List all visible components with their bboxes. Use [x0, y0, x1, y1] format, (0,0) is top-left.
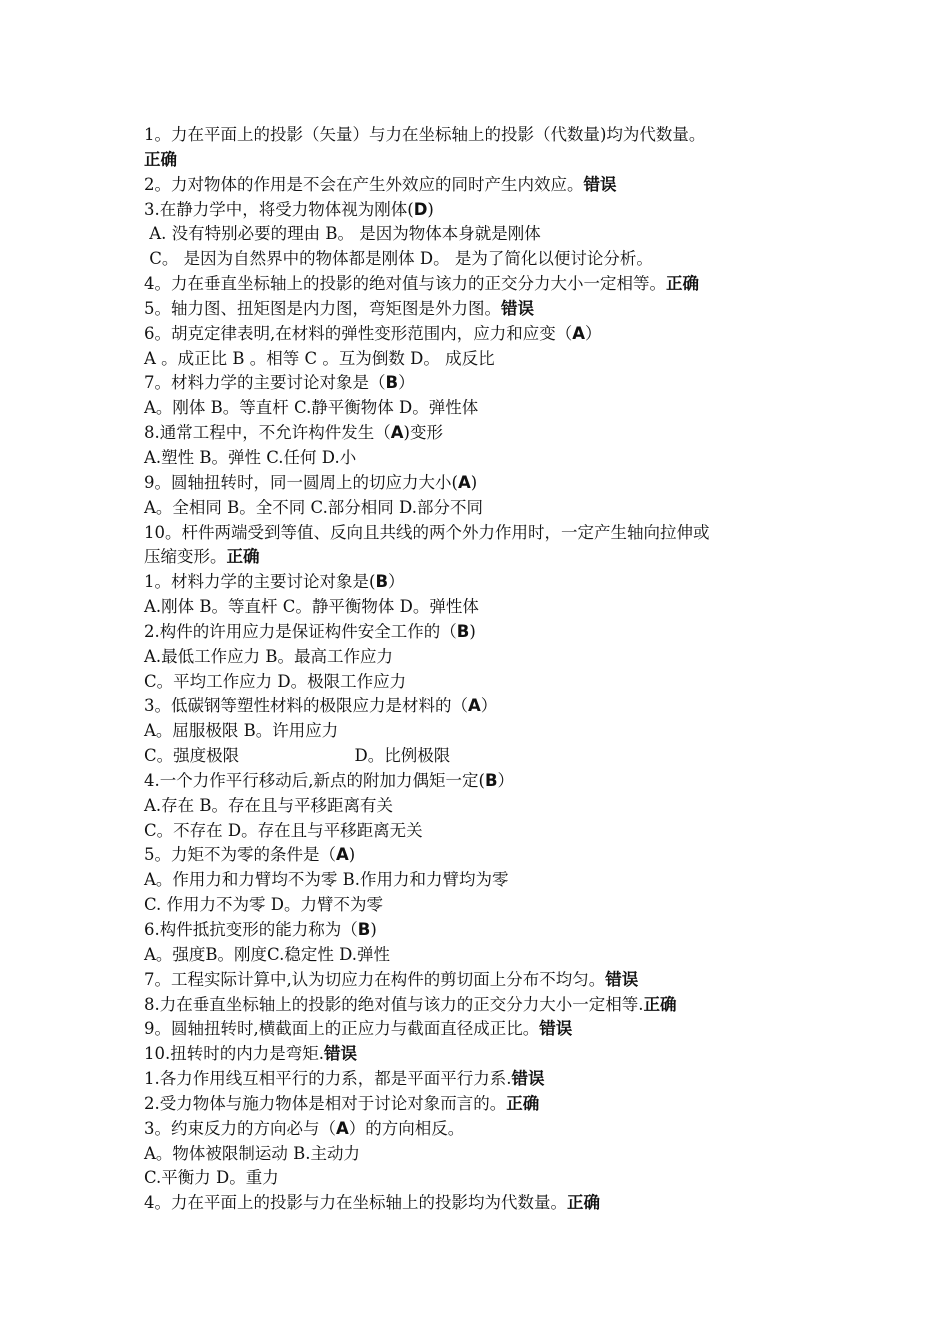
line-suffix: ） — [480, 696, 498, 716]
text-line — [144, 993, 824, 1018]
answer-text: 错误 — [501, 298, 534, 318]
text-line — [144, 843, 824, 868]
line-text: C。平均工作应力 D。极限工作应力 — [144, 671, 407, 691]
line-text: 7。工程实际计算中,认为切应力在构件的剪切面上分布不均匀。 — [144, 969, 606, 989]
line-text: 4。力在平面上的投影与力在坐标轴上的投影均为代数量。 — [144, 1193, 567, 1213]
line-suffix: ) — [469, 621, 476, 641]
text-line — [144, 1142, 824, 1167]
answer-text: B — [385, 373, 399, 393]
line-text: 3。低碳钢等塑性材料的极限应力是材料的（ — [144, 696, 468, 716]
answer-text: A — [390, 423, 404, 443]
answer-text: 正确 — [567, 1193, 600, 1213]
line-text: 2.受力物体与施力物体是相对于讨论对象而言的。 — [144, 1093, 507, 1113]
text-line — [144, 645, 824, 670]
answer-text: A — [468, 696, 481, 716]
answer-text: B — [484, 770, 498, 790]
line-text: 3.在静力学中，将受力物体视为刚体( — [144, 199, 414, 219]
line-suffix: ）的方向相反。 — [348, 1118, 465, 1138]
line-text: 9。圆轴扭转时，同一圆周上的切应力大小( — [144, 472, 458, 492]
line-text: 4。力在垂直坐标轴上的投影的绝对值与该力的正交分力大小一定相等。 — [144, 274, 666, 294]
line-text: 压缩变形。 — [144, 547, 227, 567]
line-text: A。物体被限制运动 B.主动力 — [144, 1143, 361, 1163]
text-line — [144, 1092, 824, 1117]
text-line — [144, 819, 824, 844]
answer-text: 正确 — [666, 274, 699, 294]
line-text: 5。轴力图、扭矩图是内力图，弯矩图是外力图。 — [144, 298, 501, 318]
text-line — [144, 943, 824, 968]
line-text: 7。材料力学的主要讨论对象是（ — [144, 373, 386, 393]
answer-text: 错误 — [583, 174, 617, 194]
text-line — [144, 719, 824, 744]
line-suffix: ） — [388, 572, 405, 592]
text-line — [144, 471, 824, 496]
text-line — [144, 1067, 824, 1092]
text-line — [144, 670, 824, 695]
question-list — [144, 123, 824, 1216]
text-line — [144, 173, 824, 198]
text-line — [144, 347, 824, 372]
line-text: 1.各力作用线互相平行的力系，都是平面平行力系. — [144, 1069, 512, 1089]
line-text: 6。胡克定律表明,在材料的弹性变形范围内，应力和应变（ — [144, 323, 573, 343]
text-line — [144, 694, 824, 719]
answer-text: B — [375, 572, 389, 592]
text-line — [144, 968, 824, 993]
line-text: C。不存在 D。存在且与平移距离无关 — [144, 820, 423, 840]
line-text: 10.扭转时的内力是弯矩. — [144, 1044, 324, 1064]
answer-text: 错误 — [605, 969, 639, 989]
answer-text: 错误 — [539, 1019, 573, 1039]
line-suffix: ) — [370, 920, 377, 939]
answer-text: B — [357, 920, 371, 939]
text-line — [144, 297, 824, 322]
text-line — [144, 918, 824, 943]
text-line — [144, 595, 824, 620]
line-text: A 。成正比 B 。相等 C 。互为倒数 D。 成反比 — [144, 348, 495, 368]
text-line — [144, 272, 824, 297]
text-line — [144, 396, 824, 421]
text-line — [144, 123, 824, 148]
text-line — [144, 1117, 824, 1142]
line-suffix: ) — [348, 845, 356, 865]
line-text: A.最低工作应力 B。最高工作应力 — [144, 646, 394, 666]
line-text: A.刚体 B。等直杆 C。静平衡物体 D。弹性体 — [144, 597, 479, 617]
line-text: 6.构件抵抗变形的能力称为（ — [144, 920, 358, 939]
text-line — [144, 769, 824, 794]
line-text: 2。力对物体的作用是不会在产生外效应的同时产生内效应。 — [144, 174, 584, 194]
answer-text: B — [456, 621, 470, 641]
line-text: C。强度极限 D。比例极限 — [144, 746, 451, 766]
text-line — [144, 1191, 824, 1216]
text-line — [144, 794, 824, 819]
answer-text: D — [413, 199, 428, 219]
line-text: A.存在 B。存在且与平移距离有关 — [144, 795, 394, 815]
line-text: A。刚体 B。等直杆 C.静平衡物体 D。弹性体 — [144, 398, 479, 418]
line-text: C。 是因为自然界中的物体都是刚体 D。 是为了简化以便讨论分析。 — [144, 249, 653, 269]
line-text: 5。力矩不为零的条件是（ — [144, 845, 336, 865]
text-line — [144, 893, 824, 918]
line-suffix: ） — [398, 373, 415, 393]
text-line — [144, 1042, 824, 1067]
line-suffix: ） — [497, 770, 515, 790]
text-line — [144, 198, 824, 223]
text-line — [144, 744, 824, 769]
text-line — [144, 620, 824, 645]
line-suffix: ) — [427, 199, 434, 219]
answer-text: A — [457, 472, 471, 492]
answer-text: A — [336, 845, 349, 865]
answer-text: 正确 — [226, 547, 260, 567]
line-text: 8.通常工程中，不允许构件发生（ — [144, 423, 391, 443]
line-text: 2.构件的许用应力是保证构件安全工作的（ — [144, 621, 457, 641]
text-line — [144, 222, 824, 247]
line-text: 10。杆件两端受到等值、反向且共线的两个外力作用时，一定产生轴向拉伸或 — [144, 522, 710, 542]
text-line — [144, 322, 824, 347]
text-line — [144, 868, 824, 893]
line-suffix: ) — [470, 472, 478, 492]
text-line — [144, 247, 824, 272]
line-text: C.平衡力 D。重力 — [144, 1168, 279, 1188]
answer-text: A — [336, 1118, 349, 1138]
line-text: A.塑性 B。弹性 C.任何 D.小 — [144, 447, 357, 467]
line-text: 1。力在平面上的投影（矢量）与力在坐标轴上的投影（代数量)均为代数量。 — [144, 125, 706, 144]
line-text: 4.一个力作平行移动后,新点的附加力偶矩一定( — [144, 770, 485, 790]
text-line — [144, 1017, 824, 1042]
line-text: 1。材料力学的主要讨论对象是( — [144, 572, 376, 592]
line-text: 8.力在垂直坐标轴上的投影的绝对值与该力的正交分力大小一定相等. — [144, 994, 644, 1014]
line-text: A. 没有特别必要的理由 B。 是因为物体本身就是刚体 — [144, 224, 541, 244]
line-text: A。强度B。刚度C.稳定性 D.弹性 — [144, 944, 390, 964]
line-text: 3。约束反力的方向必与（ — [144, 1118, 336, 1138]
line-text: C. 作用力不为零 D。力臂不为零 — [144, 895, 384, 915]
line-text: A。作用力和力臂均不为零 B.作用力和力臂均为零 — [144, 870, 509, 890]
answer-text: 正确 — [506, 1093, 540, 1113]
text-line — [144, 1166, 824, 1191]
text-line — [144, 148, 824, 173]
text-line — [144, 570, 824, 595]
line-suffix: )变形 — [403, 423, 443, 443]
line-text: 9。圆轴扭转时,横截面上的正应力与截面直径成正比。 — [144, 1019, 540, 1039]
text-line — [144, 371, 824, 396]
answer-text: 错误 — [324, 1044, 357, 1064]
text-line — [144, 496, 824, 521]
answer-text: 错误 — [511, 1069, 545, 1089]
text-line — [144, 521, 824, 546]
answer-text: A — [572, 323, 586, 343]
line-text: A。屈服极限 B。许用应力 — [144, 721, 339, 741]
answer-text: 正确 — [144, 149, 177, 169]
answer-text: 正确 — [643, 994, 677, 1014]
line-text: A。全相同 B。全不同 C.部分相同 D.部分不同 — [144, 497, 483, 517]
line-suffix: ） — [585, 323, 602, 343]
text-line — [144, 421, 824, 446]
text-line — [144, 545, 824, 570]
text-line — [144, 446, 824, 471]
